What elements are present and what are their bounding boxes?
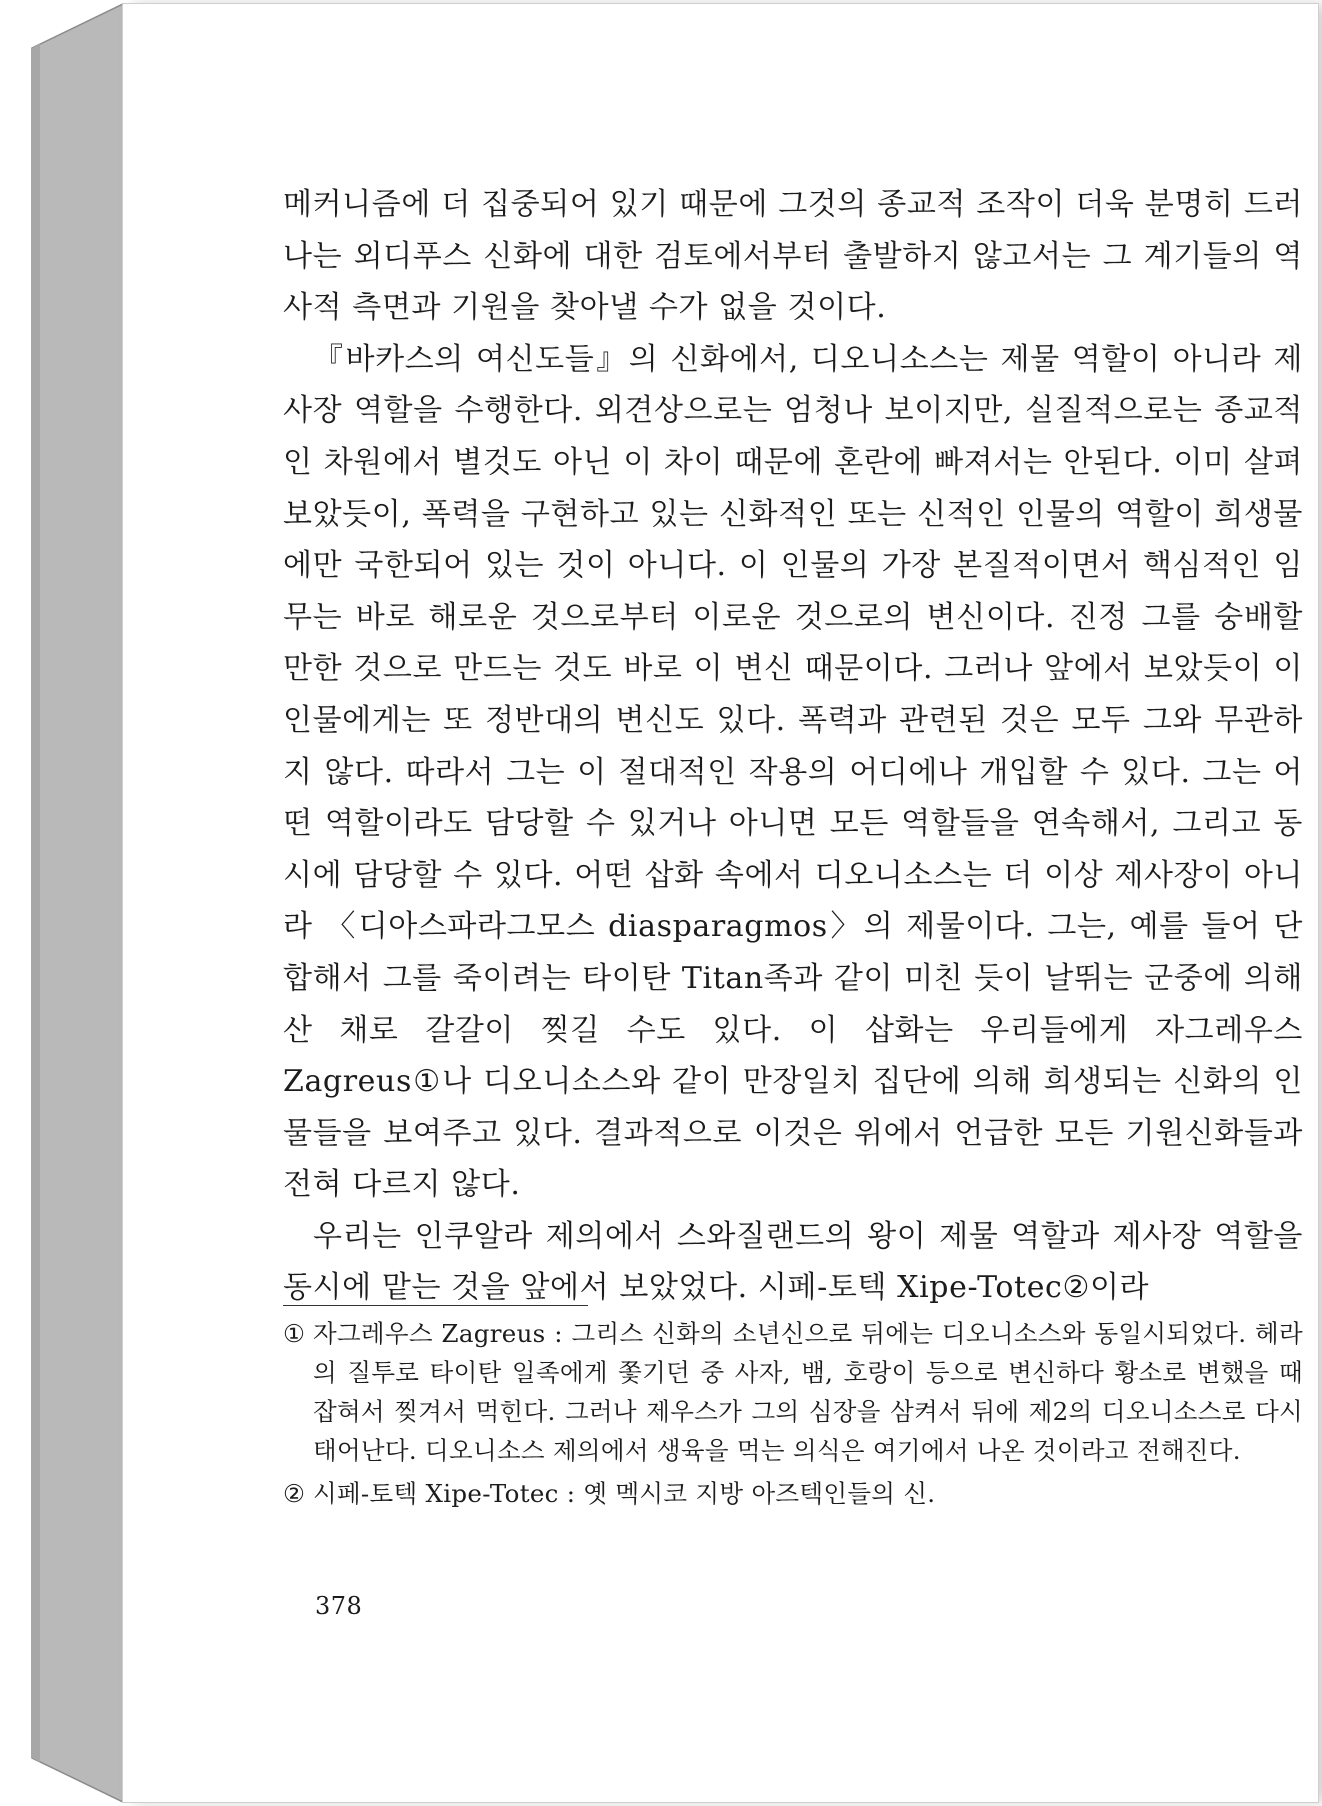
paragraph-2: 『바카스의 여신도들』의 신화에서, 디오니소스는 제물 역할이 아니라 제사장 역할을 수행한다. 외견상으로는 엄청나 보이지만, 실질적으로는 종교적인 차원에서 별것도 아닌 이 차이 때문에 혼란에 빠져서는 안된다. 이미 살펴보았듯이, 폭력을 구현하고 있는 신화적인 또는 신적인 인물의 역할이 희생물에만 국한되어 있는 것이 아니다. 이 인물의 가장 본질적이면서 핵심적인 임무는 바로 해로운 것으로부터 이로운 것으로의 변신이다. 진정 그를 숭배할 만한 것으로 만드는 것도 바로 이 변신 때문이다. 그러나 앞에서 보았듯이 이 인물에게는 또 정반대의 변신도 있다. 폭력과 관련된 것은 모두 그와 무관하지 않다. 따라서 그는 이 절대적인 작용의 어디에나 개입할 수 있다. 그는 어떤 역할이라도 담당할 수 있거나 아니면 모든 역할들을 연속해서, 그리고 동시에 담당할 수 있다. 어떤 삽화 속에서 디오니소스는 더 이상 제사장이 아니라 〈디아스파라그모스 diasparagmos〉의 제물이다. 그는, 예를 들어 단합해서 그를 죽이려는 타이탄 Titan족과 같이 미친 듯이 날뛰는 군중에 의해 산 채로 갈갈이 찢길 수도 있다. 이 삽화는 우리들에게 자그레우스 Zagreus①나 디오니소스와 같이 만장일치 집단에 의해 희생되는 신화의 인물들을 보여주고 있다. 결과적으로 이것은 위에서 언급한 모든 기원신화들과 전혀 다르지 않다. — [283, 341, 1303, 1203]
body-text — [283, 179, 1303, 1314]
paragraph-3: 우리는 인쿠알라 제의에서 스와질랜드의 왕이 제물 역할과 제사장 역할을 동시에 맡는 것을 앞에서 보았었다. 시페-토텍 Xipe-Totec②이라 — [283, 1218, 1303, 1306]
book-page — [123, 4, 1318, 1802]
footnote-marker: ② — [283, 1479, 306, 1508]
footnote-1 — [283, 1314, 1303, 1470]
footnotes — [283, 1314, 1303, 1513]
paragraph-1: 메커니즘에 더 집중되어 있기 때문에 그것의 종교적 조작이 더욱 분명히 드러나는 외디푸스 신화에 대한 검토에서부터 출발하지 않고서는 그 계기들의 역사적 측면과 기원을 찾아낼 수가 없을 것이다. — [283, 187, 1303, 326]
footnote-divider — [283, 1305, 588, 1306]
footnote-text: 시페-토텍 Xipe-Totec : 옛 멕시코 지방 아즈텍인들의 신. — [313, 1479, 936, 1508]
page-number: 378 — [315, 1592, 363, 1620]
footnote-text: 자그레우스 Zagreus : 그리스 신화의 소년신으로 뒤에는 디오니소스와 동일시되었다. 헤라의 질투로 타이탄 일족에게 쫓기던 중 사자, 뱀, 호랑이 등으로 변신하다 황소로 변했을 때 잡혀서 찢겨서 먹힌다. 그러나 제우스가 그의 심장을 삼켜서 뒤에 제2의 디오니소스로 다시 태어난다. 디오니소스 제의에서 생육을 먹는 의식은 여기에서 나온 것이라고 전해진다. — [313, 1319, 1303, 1465]
footnote-marker: ① — [283, 1319, 306, 1348]
footnote-2 — [283, 1474, 1303, 1513]
